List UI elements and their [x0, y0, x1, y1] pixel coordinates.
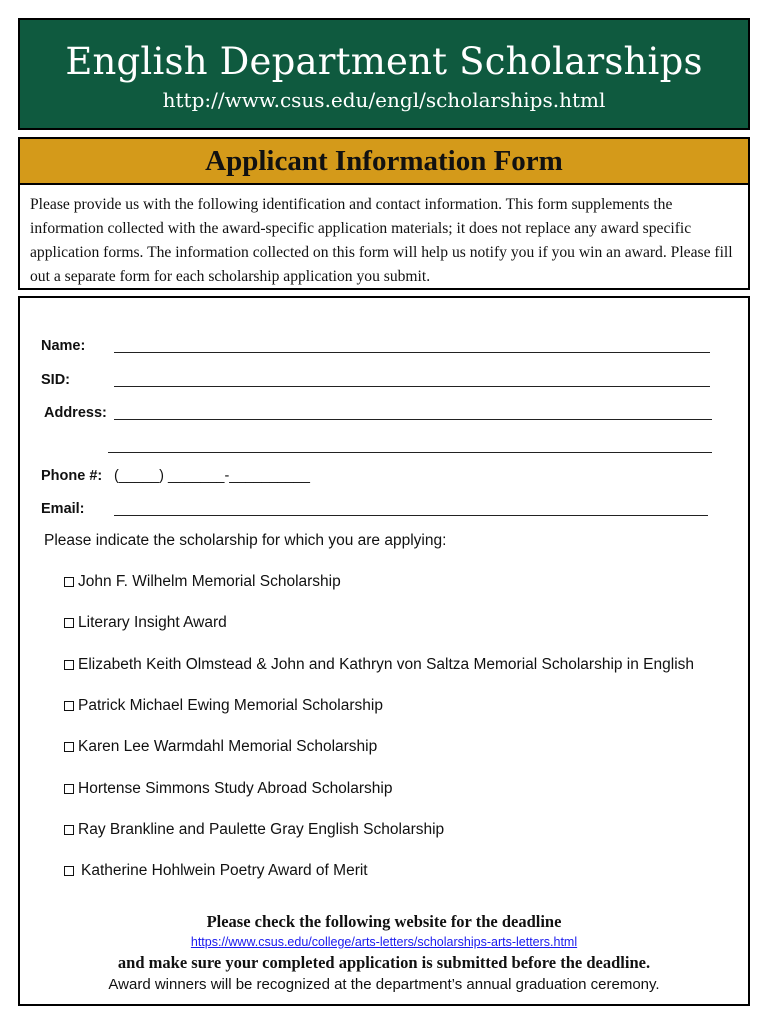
option-label: John F. Wilhelm Memorial Scholarship — [78, 573, 341, 590]
checkbox-icon[interactable] — [64, 784, 74, 794]
phone-field[interactable]: (_____) _______-__________ — [114, 468, 310, 484]
name-label: Name: — [41, 338, 86, 354]
checkbox-icon[interactable] — [64, 660, 74, 670]
option-label: Hortense Simmons Study Abroad Scholarship — [78, 780, 393, 797]
checkbox-icon[interactable] — [64, 701, 74, 711]
intro-text: Please provide us with the following identification and contact information. This form supplements the information collected with the award-specific application materials; it does not replace any award specific application forms. The information collected on this form will help us notify you if you win an award. Please fill out a separate form for each scholarship application you submit. — [18, 185, 750, 290]
ceremony-note: Award winners will be recognized at the department’s annual graduation ceremony. — [108, 976, 660, 993]
scholarship-option[interactable] — [64, 656, 694, 674]
option-label: Ray Brankline and Paulette Gray English Scholarship — [78, 821, 445, 838]
scholarship-option[interactable] — [64, 614, 227, 632]
name-field[interactable] — [114, 352, 710, 353]
deadline-link[interactable]: https://www.csus.edu/college/arts-letters/scholarships-arts-letters.html — [190, 935, 578, 949]
form-title: Applicant Information Form — [205, 145, 563, 177]
sid-field[interactable] — [114, 386, 710, 387]
header-banner — [18, 18, 750, 130]
address-field[interactable] — [114, 419, 712, 420]
option-label: Patrick Michael Ewing Memorial Scholarship — [78, 697, 383, 714]
submit-note: and make sure your completed application is submitted before the deadline. — [117, 953, 651, 972]
form-title-bar — [18, 137, 750, 185]
scholarship-option[interactable] — [64, 780, 392, 798]
option-label: Katherine Hohlwein Poetry Award of Merit — [81, 862, 368, 879]
form-box — [18, 296, 750, 1006]
option-label: Literary Insight Award — [78, 614, 227, 631]
email-field[interactable] — [114, 515, 708, 516]
email-label: Email: — [41, 501, 85, 517]
checkbox-icon[interactable] — [64, 866, 74, 876]
scholarship-option[interactable] — [64, 697, 383, 715]
scholarship-prompt: Please indicate the scholarship for which you are applying: — [44, 532, 447, 549]
deadline-note: Please check the following website for the deadline — [206, 912, 562, 931]
address-field-line2[interactable] — [108, 452, 712, 453]
checkbox-icon[interactable] — [64, 577, 74, 587]
checkbox-icon[interactable] — [64, 825, 74, 835]
scholarship-option[interactable] — [64, 573, 341, 591]
checkbox-icon[interactable] — [64, 742, 74, 752]
option-label: Karen Lee Warmdahl Memorial Scholarship — [78, 738, 378, 755]
phone-label: Phone #: — [41, 468, 103, 484]
checkbox-icon[interactable] — [64, 618, 74, 628]
option-label: Elizabeth Keith Olmstead & John and Kathryn von Saltza Memorial Scholarship in English — [78, 656, 695, 673]
page-title: English Department Scholarships — [65, 40, 703, 83]
scholarship-option[interactable] — [64, 821, 444, 839]
sid-label: SID: — [41, 372, 70, 388]
scholarship-option[interactable] — [64, 738, 377, 756]
scholarship-option[interactable] — [64, 862, 368, 880]
address-label: Address: — [44, 405, 107, 421]
header-url: http://www.csus.edu/engl/scholarships.html — [162, 88, 606, 112]
